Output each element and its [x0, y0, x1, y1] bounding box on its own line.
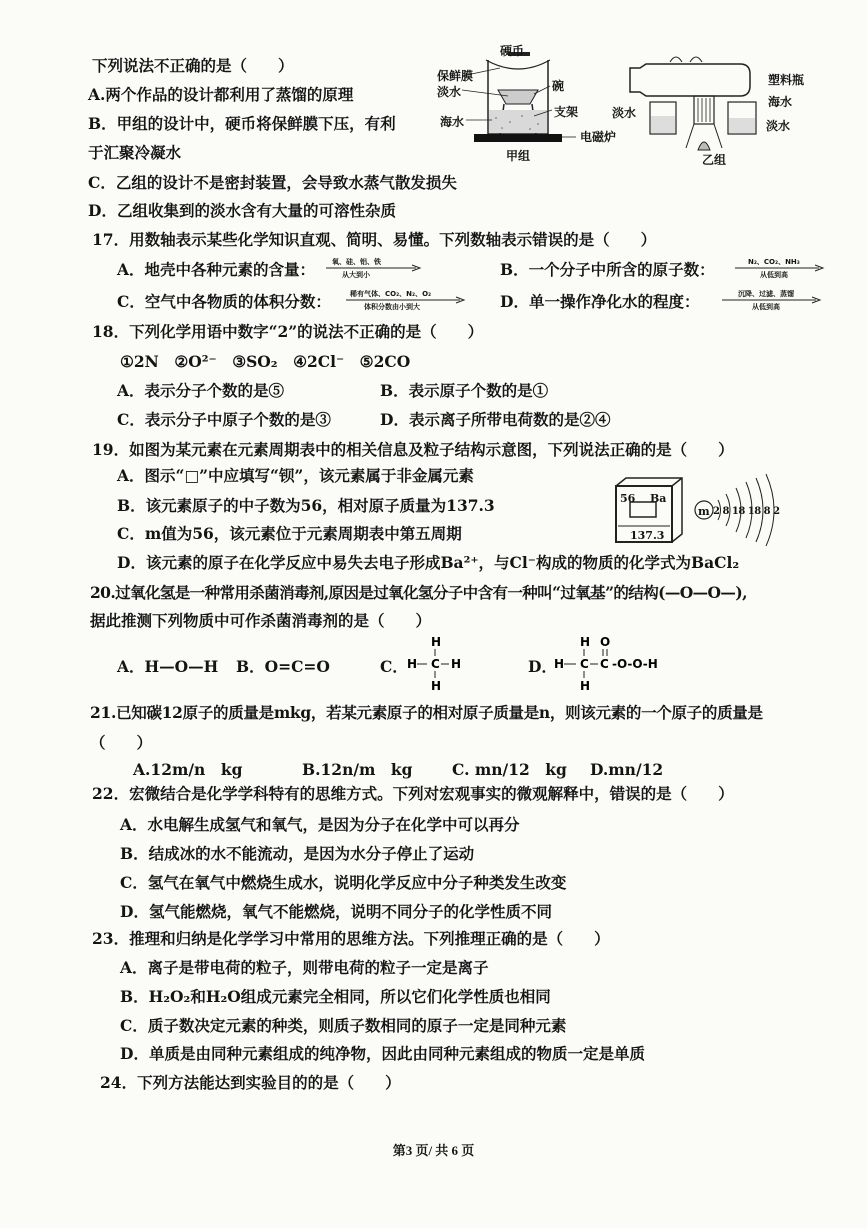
- label-bottle: 塑料瓶: [768, 73, 805, 87]
- cell-symbol: Ba: [650, 492, 667, 505]
- q17-b-axis-bottom: 从低到高: [760, 271, 788, 279]
- label-fresh-jia: 淡水: [437, 85, 462, 99]
- q19-option-a: A．图示“□”中应填写“钡”，该元素属于非金属元素: [117, 466, 474, 485]
- label-stove: 电磁炉: [580, 130, 617, 144]
- atom-shells: 2 8 18 18 8 2: [713, 506, 780, 517]
- q17-d-axis-top: 沉降、过滤、蒸馏: [738, 290, 794, 298]
- q20-c-methane-structure: [405, 634, 465, 694]
- q22-option-b: B．结成冰的水不能流动，是因为水分子停止了运动: [120, 844, 475, 863]
- q17-c-axis-bottom: 体积分数由小到大: [364, 303, 420, 311]
- caption-yi: 乙组: [702, 153, 727, 167]
- page-number-footer: 第3 页/ 共 6 页: [392, 1143, 475, 1158]
- cell-atomic-number: 56: [620, 492, 636, 505]
- q23-option-b: B．H₂O₂和H₂O组成元素完全相同，所以它们化学性质也相同: [120, 987, 551, 1006]
- q18-items: ①2N ②O²⁻ ③SO₂ ④2Cl⁻ ⑤2CO: [120, 352, 411, 371]
- label-stand: 支架: [554, 105, 579, 119]
- q17-option-b: B．一个分子中所含的原子数：: [500, 260, 715, 279]
- q20-stem: 20.过氧化氢是一种常用杀菌消毒剂,原因是过氧化氢分子中含有一种叫“过氧基”的结构(—O—O—),: [90, 583, 747, 602]
- label-sea-yi: 海水: [768, 95, 793, 109]
- q20-option-b: B．O=C=O: [236, 657, 330, 676]
- q17-c-axis-top: 稀有气体、CO₂、N₂、O₂: [350, 290, 432, 298]
- q22-option-a: A．水电解生成氢气和氧气，是因为分子在化学中可以再分: [120, 815, 520, 834]
- q17-option-c: C．空气中各物质的体积分数：: [117, 292, 331, 311]
- svg-text:H: H: [580, 679, 591, 693]
- label-wrap: 保鲜膜: [437, 69, 474, 83]
- svg-text:O: O: [600, 635, 611, 649]
- q17-a-axis-top: 氧、硅、铝、铁: [332, 258, 381, 266]
- label-sea-jia: 海水: [440, 115, 465, 129]
- q18-stem: 18．下列化学用语中数字“2”的说法不正确的是（ ）: [92, 322, 484, 341]
- q23-option-c: C．质子数决定元素的种类，则质子数相同的原子一定是同种元素: [120, 1016, 567, 1035]
- q22-option-d: D．氢气能燃烧，氧气不能燃烧，说明不同分子的化学性质不同: [120, 902, 552, 921]
- q21-option-a: A.12m/n kg: [133, 760, 243, 779]
- svg-text:H: H: [554, 657, 565, 671]
- label-fresh-yi-left: 淡水: [612, 106, 637, 120]
- svg-text:H: H: [431, 679, 442, 693]
- svg-text:-O-O-H: -O-O-H: [612, 657, 658, 671]
- q18-option-a: A．表示分子个数的是⑤: [117, 381, 285, 400]
- q17-option-d: D．单一操作净化水的程度：: [500, 292, 700, 311]
- q16-stem: 下列说法不正确的是（ ）: [92, 56, 294, 75]
- q21-stem: 21.已知碳12原子的质量是mkg，若某元素原子的相对原子质量是n，则该元素的一个原子的质量是: [90, 703, 763, 722]
- svg-text:C: C: [580, 657, 589, 671]
- q16-option-d: D．乙组收集到的淡水含有大量的可溶性杂质: [88, 201, 396, 220]
- label-coin: 硬币: [500, 44, 525, 58]
- atom-nucleus: m: [698, 505, 710, 518]
- svg-text:C: C: [431, 657, 440, 671]
- q17-option-a: A．地壳中各种元素的含量：: [117, 260, 316, 279]
- q17-stem: 17．用数轴表示某些化学知识直观、简明、易懂。下列数轴表示错误的是（ ）: [92, 230, 657, 249]
- q22-option-c: C．氢气在氧气中燃烧生成水，说明化学反应中分子种类发生改变: [120, 873, 567, 892]
- q17-a-axis-bottom: 从大到小: [342, 271, 370, 279]
- label-bowl: 碗: [552, 79, 565, 93]
- q19-option-d: D．该元素的原子在化学反应中易失去电子形成Ba²⁺，与Cl⁻构成的物质的化学式为BaCl₂: [117, 553, 740, 572]
- q20-option-d: D．: [528, 657, 557, 676]
- q20-d-peracid-structure: [552, 634, 682, 694]
- q18-option-c: C．表示分子中原子个数的是③: [117, 410, 331, 429]
- q19-option-c: C．m值为56，该元素位于元素周期表中第五周期: [117, 524, 462, 543]
- q19-stem: 19．如图为某元素在元素周期表中的相关信息及粒子结构示意图，下列说法正确的是（ ）: [92, 440, 734, 459]
- q22-stem: 22．宏微结合是化学学科特有的思维方式。下列对宏观事实的微观解释中，错误的是（ ）: [92, 784, 734, 803]
- q20-option-c: C．: [380, 657, 408, 676]
- q17-d-axis-bottom: 从低到高: [752, 303, 780, 311]
- label-fresh-yi-right: 淡水: [766, 119, 791, 133]
- q21-option-c: C. mn/12 kg: [452, 760, 567, 779]
- q23-stem: 23．推理和归纳是化学学习中常用的思维方法。下列推理正确的是（ ）: [92, 929, 610, 948]
- svg-text:H: H: [431, 635, 442, 649]
- q17-a-axis-arrow: [326, 264, 422, 272]
- svg-text:H: H: [580, 635, 591, 649]
- q21-stem-cont: （ ）: [90, 733, 153, 752]
- svg-text:H: H: [451, 657, 462, 671]
- q21-option-d: D.mn/12: [590, 760, 664, 779]
- q16-option-b-cont: 于汇聚冷凝水: [88, 143, 182, 162]
- q24-stem: 24．下列方法能达到实验目的的是（ ）: [100, 1073, 401, 1092]
- svg-text:H: H: [407, 657, 418, 671]
- caption-jia: 甲组: [506, 149, 531, 163]
- q17-b-axis-top: N₂、CO₂、NH₃: [748, 258, 800, 266]
- q21-option-b: B.12n/m kg: [302, 760, 413, 779]
- q16-option-c: C．乙组的设计不是密封装置，会导致水蒸气散发损失: [88, 173, 457, 192]
- q20-stem-cont: 据此推测下列物质中可作杀菌消毒剂的是（ ）: [90, 611, 432, 630]
- q18-option-b: B．表示原子个数的是①: [380, 381, 549, 400]
- q23-option-a: A．离子是带电荷的粒子，则带电荷的粒子一定是离子: [120, 958, 489, 977]
- q20-option-a: A．H—O—H: [117, 657, 219, 676]
- q19-option-b: B．该元素原子的中子数为56，相对原子质量为137.3: [117, 496, 495, 515]
- q16-option-a: A.两个作品的设计都利用了蒸馏的原理: [88, 85, 354, 104]
- q16-option-b: B．甲组的设计中，硬币将保鲜膜下压，有利: [88, 114, 396, 133]
- q18-option-d: D．表示离子所带电荷数的是②④: [380, 410, 611, 429]
- q23-option-d: D．单质是由同种元素组成的纯净物，因此由同种元素组成的物质一定是单质: [120, 1044, 645, 1063]
- svg-text:C: C: [600, 657, 609, 671]
- cell-atomic-mass: 137.3: [630, 529, 665, 542]
